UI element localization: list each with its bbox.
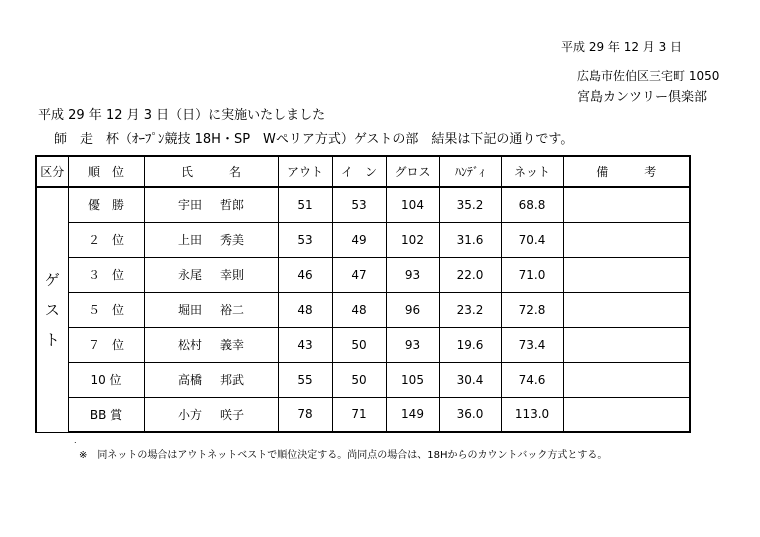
- cell-gross: 105: [386, 362, 439, 397]
- cell-name: [144, 257, 278, 292]
- cell-remarks: [563, 187, 690, 222]
- table-row: [36, 362, 690, 397]
- cell-handicap: 35.2: [439, 187, 501, 222]
- cell-name: [144, 327, 278, 362]
- given-name: 義幸: [220, 338, 245, 352]
- cell-in: 47: [332, 257, 386, 292]
- cell-rank: ５ 位: [68, 292, 144, 327]
- club-name: 宮島カンツリー倶楽部: [577, 90, 708, 105]
- footnote-dot: .: [74, 436, 77, 445]
- cell-in: 50: [332, 327, 386, 362]
- cell-net: 73.4: [501, 327, 563, 362]
- club-address: 広島市佐伯区三宅町 1050: [577, 69, 720, 83]
- cell-out: 55: [278, 362, 332, 397]
- table-row: [36, 292, 690, 327]
- cell-handicap: 23.2: [439, 292, 501, 327]
- given-name: 裕二: [220, 303, 245, 317]
- cell-remarks: [563, 327, 690, 362]
- group-label-char: ス: [44, 300, 60, 319]
- cell-rank: 10 位: [68, 362, 144, 397]
- cell-in: 48: [332, 292, 386, 327]
- header-name: 氏 名: [144, 156, 278, 187]
- family-name: 堀田: [177, 303, 202, 317]
- family-name: 高橋: [177, 373, 202, 387]
- cell-out: 51: [278, 187, 332, 222]
- cell-rank: 優 勝: [68, 187, 144, 222]
- cell-remarks: [563, 257, 690, 292]
- cell-handicap: 36.0: [439, 397, 501, 432]
- cell-out: 48: [278, 292, 332, 327]
- cell-net: 68.8: [501, 187, 563, 222]
- group-label-guest: [36, 187, 68, 432]
- cell-gross: 93: [386, 257, 439, 292]
- header-handicap: ﾊﾝﾃﾞｨ: [439, 156, 501, 187]
- cell-out: 43: [278, 327, 332, 362]
- family-name: 小方: [177, 407, 202, 422]
- cell-name: [144, 187, 278, 222]
- cell-name: [144, 362, 278, 397]
- given-name: 咲子: [220, 407, 245, 422]
- cell-gross: 96: [386, 292, 439, 327]
- table-row: [36, 397, 690, 432]
- cell-handicap: 19.6: [439, 327, 501, 362]
- header-gross: グロス: [386, 156, 439, 187]
- cell-out: 78: [278, 397, 332, 432]
- header-category: 区分: [36, 156, 68, 187]
- header-rank: 順 位: [68, 156, 144, 187]
- family-name: 上田: [177, 233, 202, 247]
- cell-rank: BB 賞: [68, 397, 144, 432]
- header-net: ネット: [501, 156, 563, 187]
- cell-gross: 149: [386, 397, 439, 432]
- cell-remarks: [563, 222, 690, 257]
- cell-name: [144, 397, 278, 432]
- header-out: アウト: [278, 156, 332, 187]
- cell-gross: 104: [386, 187, 439, 222]
- cell-remarks: [563, 397, 690, 432]
- cell-rank: ３ 位: [68, 257, 144, 292]
- group-label-char: ゲ: [44, 270, 60, 289]
- table-row: [36, 327, 690, 362]
- results-table: [35, 155, 691, 433]
- header-in: イ ン: [332, 156, 386, 187]
- cell-out: 53: [278, 222, 332, 257]
- given-name: 哲郎: [220, 198, 245, 213]
- cell-in: 53: [332, 187, 386, 222]
- cell-handicap: 31.6: [439, 222, 501, 257]
- family-name: 永尾: [177, 268, 202, 282]
- cell-net: 74.6: [501, 362, 563, 397]
- cell-remarks: [563, 292, 690, 327]
- cell-net: 70.4: [501, 222, 563, 257]
- cell-net: 71.0: [501, 257, 563, 292]
- cell-handicap: 30.4: [439, 362, 501, 397]
- table-row: [36, 257, 690, 292]
- family-name: 松村: [177, 338, 202, 352]
- table-row: [36, 187, 690, 222]
- header-remarks: 備 考: [563, 156, 690, 187]
- given-name: 幸則: [220, 268, 245, 282]
- cell-rank: ７ 位: [68, 327, 144, 362]
- cell-net: 72.8: [501, 292, 563, 327]
- intro-line-event: 師 走 杯（ｵｰﾌﾟﾝ競技 18H・SP Wペリア方式）ゲストの部 結果は下記の通りです。: [54, 132, 574, 147]
- cell-name: [144, 292, 278, 327]
- cell-gross: 102: [386, 222, 439, 257]
- cell-in: 49: [332, 222, 386, 257]
- cell-in: 50: [332, 362, 386, 397]
- results-body: [36, 187, 690, 432]
- family-name: 宇田: [177, 198, 202, 213]
- cell-in: 71: [332, 397, 386, 432]
- cell-remarks: [563, 362, 690, 397]
- given-name: 邦武: [220, 373, 245, 387]
- cell-rank: ２ 位: [68, 222, 144, 257]
- cell-name: [144, 222, 278, 257]
- cell-handicap: 22.0: [439, 257, 501, 292]
- intro-line-date: 平成 29 年 12 月 3 日（日）に実施いたしました: [38, 108, 326, 123]
- cell-out: 46: [278, 257, 332, 292]
- group-label-char: ト: [44, 330, 60, 349]
- table-row: [36, 222, 690, 257]
- given-name: 秀美: [220, 233, 245, 247]
- cell-gross: 93: [386, 327, 439, 362]
- cell-net: 113.0: [501, 397, 563, 432]
- table-header-row: [36, 156, 690, 187]
- document-date: 平成 29 年 12 月 3 日: [561, 40, 683, 54]
- footnote: ※ 同ネットの場合はアウトネットベストで順位決定する。尚同点の場合は、18Hからのカウントバック方式とする。: [79, 450, 608, 461]
